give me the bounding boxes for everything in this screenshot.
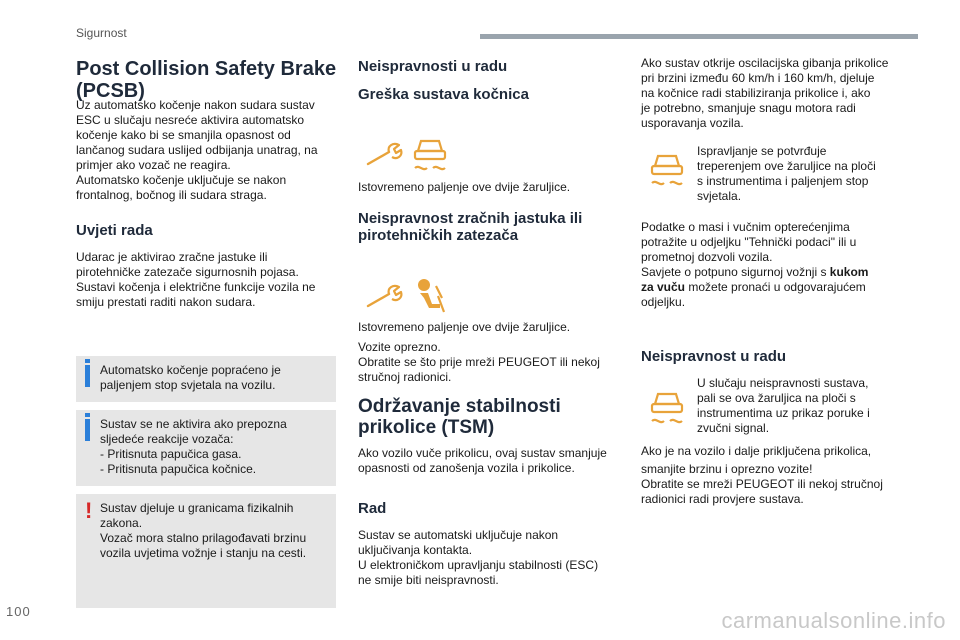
text-line: Ispravljanje se potvrđuje: [697, 144, 827, 158]
text-line: lančanog sudara uslijed odbijanja unatrag, na: [76, 143, 318, 157]
info-icon: [85, 419, 90, 441]
text-line: pali se ova žaruljica na ploči s: [697, 391, 856, 405]
stability-control-icon: [647, 388, 687, 426]
text-line: usporavanja vozila.: [641, 116, 744, 130]
text-line: frontalnog, bočnog ili sudara straga.: [76, 188, 267, 202]
text-line: smiju prestati raditi nakon sudara.: [76, 295, 256, 309]
text-line: smanjite brzinu i oprezno vozite!: [641, 462, 813, 476]
text-line: je potrebno, smanjuje snagu motora radi: [641, 101, 856, 115]
text-line: U slučaju neispravnosti sustava,: [697, 376, 869, 390]
text-line: U elektroničkom upravljanju stabilnosti (ESC): [358, 558, 599, 572]
text-line: treperenjem ove žaruljice na ploči: [697, 159, 876, 173]
warning-note-physics: [76, 494, 336, 608]
text-line: pirotehničke zatezače sigurnosnih pojasa.: [76, 265, 299, 279]
tsm-intro: [641, 56, 921, 131]
airbag-fault-heading: [358, 210, 628, 244]
airbag-fault-text: Istovremeno paljenje ove dvije žaruljice.: [358, 320, 571, 334]
airbag-title-line1: Neispravnost zračnih jastuka ili: [358, 210, 583, 227]
text-line: Udarac je aktivirao zračne jastuke ili: [76, 250, 268, 264]
text-line: opasnosti od zanošenja vozila i prikolice.: [358, 461, 575, 475]
tsm-text: [358, 446, 628, 476]
text-line: instrumentima uz prikaz poruke i: [697, 406, 870, 420]
stability-control-icon: [410, 135, 450, 173]
trailer-text: Ako je na vozilo i dalje priključena prikolica,: [641, 444, 872, 458]
text-line: vozila uvjetima vožnje i stanju na cesti.: [100, 546, 307, 560]
brake-fault-text: Istovremeno paljenje ove dvije žaruljice.: [358, 180, 571, 194]
fault-title: Neispravnost u radu: [641, 348, 787, 365]
text-line: kočenje kako bi se smanjila opasnost od: [76, 128, 291, 142]
text-line: svjetala.: [697, 189, 742, 203]
rad-heading: [358, 500, 386, 517]
text-line: pri brzini između 60 km/h i 160 km/h, djeluje: [641, 71, 875, 85]
watermark: carmanualsonline.info: [721, 608, 946, 633]
brake-fault-heading: [358, 86, 529, 103]
confirm-text: [697, 144, 917, 204]
advice-line-2: [641, 280, 921, 295]
text-line: zvučni signal.: [697, 421, 770, 435]
text-line: Sustav se ne aktivira ako prepozna: [100, 417, 287, 431]
wrench-icon: [365, 282, 405, 310]
info-note-driver-reaction: [76, 410, 336, 486]
text-line: Obratite se mreži PEUGEOT ili nekoj stručnoj: [641, 477, 883, 491]
advice-prefix: Savjete o potpuno sigurnoj vožnji s: [641, 265, 830, 279]
text-line: uključivanja kontakta.: [358, 543, 473, 557]
text-line: - Pritisnuta papučica gasa.: [100, 447, 242, 461]
final-text: [641, 462, 921, 507]
text-line: Sustav djeluje u granicama fizikalnih: [100, 501, 294, 515]
tsm-title-line1: Održavanje stabilnosti: [358, 396, 561, 417]
rad-text: [358, 528, 628, 588]
fault-text: [697, 376, 917, 436]
text-line: Sustav se automatski uključuje nakon: [358, 528, 559, 542]
airbag-title-line2: pirotehničkih zatezača: [358, 227, 519, 244]
info-icon: [85, 365, 90, 387]
tsm-title-line2: prikolice (TSM): [358, 417, 495, 438]
stability-control-icon: [647, 150, 687, 188]
airbag-icon: [410, 276, 450, 316]
page-number: 100: [6, 604, 31, 619]
text-line: Podatke o masi i vučnim opterećenjima: [641, 220, 850, 234]
text-line: ESC u slučaju nesreće aktivira automatsko: [76, 113, 305, 127]
malfunctions-heading: [358, 58, 507, 75]
advice-suffix: možete pronaći u odgovarajućem: [685, 280, 866, 294]
text-line: zakona.: [100, 516, 143, 530]
text-line: Vozač mora stalno prilagođavati brzinu: [100, 531, 307, 545]
advice-bold-1: kukom: [829, 265, 869, 279]
fault-heading: [641, 348, 786, 365]
exclamation-icon: !: [85, 498, 93, 523]
text-line: stručnoj radionici.: [358, 370, 452, 384]
malfunctions-title: Neispravnosti u radu: [358, 58, 508, 75]
wrench-icon: [365, 140, 405, 168]
text-line: prometnoj dozvoli vozila.: [641, 250, 773, 264]
pcsb-title-line2: (PCSB): [76, 80, 145, 102]
info-note-brake-lights: [76, 356, 336, 402]
section-label: Sigurnost: [76, 26, 127, 40]
text-line: radionici radi provjere sustava.: [641, 492, 804, 506]
text-line: potražite u odjeljku "Tehnički podaci" ili u: [641, 235, 857, 249]
text-line: Obratite se što prije mreži PEUGEOT ili nekoj: [358, 355, 600, 369]
brake-fault-title: Greška sustava kočnica: [358, 86, 529, 103]
header-rule: [480, 34, 918, 39]
text-line: paljenjem stop svjetala na vozilu.: [100, 378, 276, 392]
advice-bold-2: za vuču: [641, 280, 686, 294]
text-line: Automatsko kočenje popraćeno je: [100, 363, 281, 377]
text-line: Ako sustav otkrije oscilacijska gibanja prikolice: [641, 56, 889, 70]
text-line: Uz automatsko kočenje nakon sudara sustav: [76, 98, 315, 112]
text-line: - Pritisnuta papučica kočnice.: [100, 462, 257, 476]
uvjeti-heading: [76, 222, 153, 239]
pcsb-title: [76, 58, 346, 102]
text-line: Vozite oprezno.: [358, 340, 441, 354]
text-line: primjer ako vozač ne reagira.: [76, 158, 231, 172]
airbag-advice: [358, 340, 628, 385]
text-line: Automatsko kočenje uključuje se nakon: [76, 173, 287, 187]
text-line: Sustavi kočenja i električne funkcije vozila ne: [76, 280, 316, 294]
text-line: na kočnice radi stabiliziranja prikolice i, ako: [641, 86, 871, 100]
text-line: sljedeće reakcije vozača:: [100, 432, 234, 446]
text-line: odjeljku.: [641, 295, 686, 309]
text-line: Ako vozilo vuče prikolicu, ovaj sustav smanjuje: [358, 446, 607, 460]
text-line: ne smije biti neispravnosti.: [358, 573, 499, 587]
advice-line: [641, 265, 921, 280]
uvjeti-title: Uvjeti rada: [76, 222, 153, 239]
text-line: s instrumentima i paljenjem stop: [697, 174, 869, 188]
uvjeti-text: [76, 250, 346, 310]
mass-text: [641, 220, 921, 310]
tsm-heading: [358, 396, 628, 438]
pcsb-title-line1: Post Collision Safety Brake: [76, 58, 337, 80]
rad-title: Rad: [358, 500, 387, 517]
pcsb-intro: [76, 98, 346, 203]
